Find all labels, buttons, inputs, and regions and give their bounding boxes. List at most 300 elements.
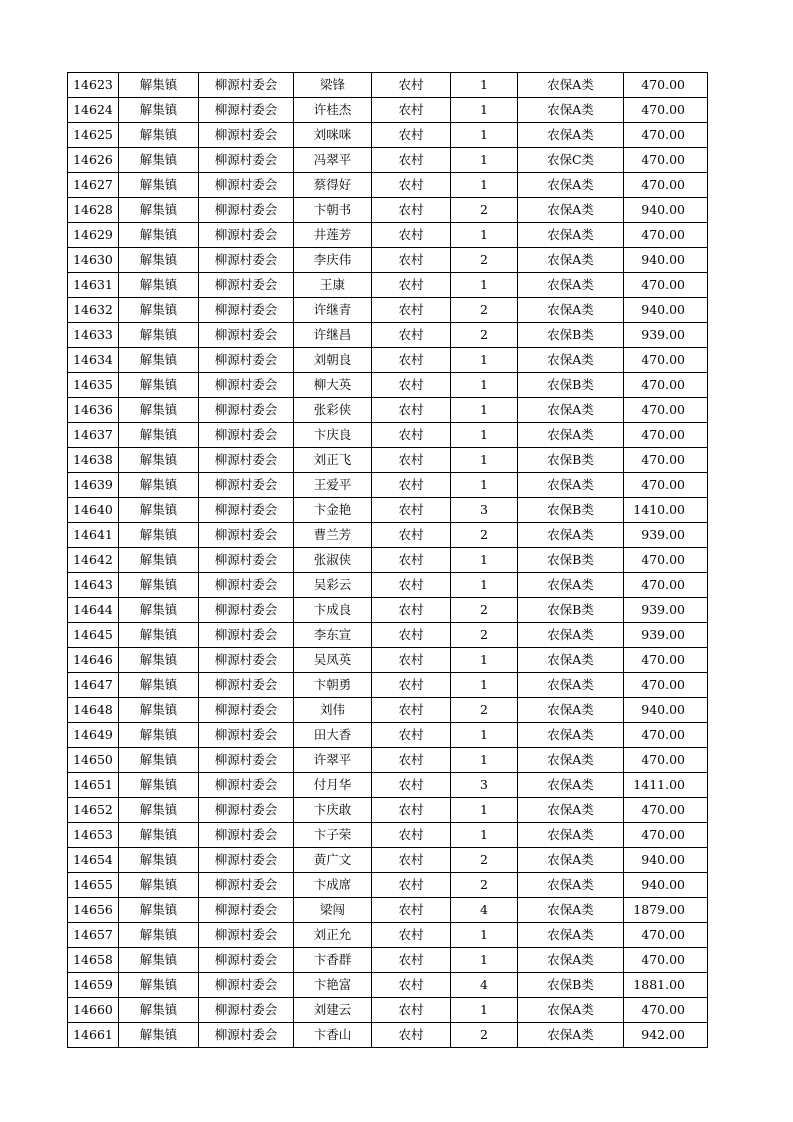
committee-cell: 柳源村委会 bbox=[199, 198, 294, 223]
name-cell: 吴凤英 bbox=[294, 648, 372, 673]
row-id-cell: 14657 bbox=[68, 923, 119, 948]
table-row bbox=[68, 498, 708, 523]
town-cell: 解集镇 bbox=[119, 298, 199, 323]
area-cell: 农村 bbox=[372, 548, 451, 573]
category-cell: 农保A类 bbox=[518, 998, 624, 1023]
household-count-cell: 1 bbox=[451, 673, 518, 698]
table-row bbox=[68, 823, 708, 848]
row-id-cell: 14660 bbox=[68, 998, 119, 1023]
amount-cell: 939.00 bbox=[624, 598, 708, 623]
row-id-cell: 14635 bbox=[68, 373, 119, 398]
amount-cell: 470.00 bbox=[624, 998, 708, 1023]
area-cell: 农村 bbox=[372, 898, 451, 923]
area-cell: 农村 bbox=[372, 348, 451, 373]
category-cell: 农保A类 bbox=[518, 848, 624, 873]
town-cell: 解集镇 bbox=[119, 648, 199, 673]
town-cell: 解集镇 bbox=[119, 348, 199, 373]
town-cell: 解集镇 bbox=[119, 398, 199, 423]
category-cell: 农保C类 bbox=[518, 148, 624, 173]
amount-cell: 939.00 bbox=[624, 323, 708, 348]
amount-cell: 470.00 bbox=[624, 548, 708, 573]
category-cell: 农保B类 bbox=[518, 598, 624, 623]
row-id-cell: 14651 bbox=[68, 773, 119, 798]
table-row bbox=[68, 198, 708, 223]
row-id-cell: 14639 bbox=[68, 473, 119, 498]
amount-cell: 470.00 bbox=[624, 648, 708, 673]
category-cell: 农保A类 bbox=[518, 73, 624, 98]
committee-cell: 柳源村委会 bbox=[199, 398, 294, 423]
committee-cell: 柳源村委会 bbox=[199, 648, 294, 673]
table-row bbox=[68, 1023, 708, 1048]
table-row bbox=[68, 223, 708, 248]
committee-cell: 柳源村委会 bbox=[199, 298, 294, 323]
category-cell: 农保A类 bbox=[518, 798, 624, 823]
committee-cell: 柳源村委会 bbox=[199, 373, 294, 398]
committee-cell: 柳源村委会 bbox=[199, 98, 294, 123]
town-cell: 解集镇 bbox=[119, 798, 199, 823]
table-row bbox=[68, 73, 708, 98]
name-cell: 梁闯 bbox=[294, 898, 372, 923]
row-id-cell: 14637 bbox=[68, 423, 119, 448]
category-cell: 农保B类 bbox=[518, 498, 624, 523]
amount-cell: 939.00 bbox=[624, 523, 708, 548]
table-row bbox=[68, 948, 708, 973]
row-id-cell: 14625 bbox=[68, 123, 119, 148]
table-row bbox=[68, 473, 708, 498]
row-id-cell: 14646 bbox=[68, 648, 119, 673]
household-count-cell: 1 bbox=[451, 923, 518, 948]
committee-cell: 柳源村委会 bbox=[199, 873, 294, 898]
household-count-cell: 1 bbox=[451, 473, 518, 498]
area-cell: 农村 bbox=[372, 73, 451, 98]
town-cell: 解集镇 bbox=[119, 598, 199, 623]
area-cell: 农村 bbox=[372, 1023, 451, 1048]
table-row bbox=[68, 273, 708, 298]
area-cell: 农村 bbox=[372, 373, 451, 398]
committee-cell: 柳源村委会 bbox=[199, 573, 294, 598]
town-cell: 解集镇 bbox=[119, 1023, 199, 1048]
town-cell: 解集镇 bbox=[119, 848, 199, 873]
amount-cell: 470.00 bbox=[624, 748, 708, 773]
row-id-cell: 14641 bbox=[68, 523, 119, 548]
name-cell: 卞成良 bbox=[294, 598, 372, 623]
row-id-cell: 14634 bbox=[68, 348, 119, 373]
household-count-cell: 1 bbox=[451, 273, 518, 298]
household-count-cell: 3 bbox=[451, 498, 518, 523]
row-id-cell: 14628 bbox=[68, 198, 119, 223]
name-cell: 张彩侠 bbox=[294, 398, 372, 423]
amount-cell: 1411.00 bbox=[624, 773, 708, 798]
committee-cell: 柳源村委会 bbox=[199, 523, 294, 548]
household-count-cell: 4 bbox=[451, 973, 518, 998]
category-cell: 农保A类 bbox=[518, 923, 624, 948]
name-cell: 王爱平 bbox=[294, 473, 372, 498]
row-id-cell: 14626 bbox=[68, 148, 119, 173]
household-count-cell: 1 bbox=[451, 648, 518, 673]
name-cell: 李东宣 bbox=[294, 623, 372, 648]
committee-cell: 柳源村委会 bbox=[199, 548, 294, 573]
committee-cell: 柳源村委会 bbox=[199, 473, 294, 498]
category-cell: 农保A类 bbox=[518, 123, 624, 148]
household-count-cell: 1 bbox=[451, 748, 518, 773]
category-cell: 农保B类 bbox=[518, 973, 624, 998]
name-cell: 许继青 bbox=[294, 298, 372, 323]
committee-cell: 柳源村委会 bbox=[199, 748, 294, 773]
name-cell: 梁锋 bbox=[294, 73, 372, 98]
amount-cell: 470.00 bbox=[624, 348, 708, 373]
household-count-cell: 2 bbox=[451, 873, 518, 898]
committee-cell: 柳源村委会 bbox=[199, 123, 294, 148]
town-cell: 解集镇 bbox=[119, 123, 199, 148]
name-cell: 张淑侠 bbox=[294, 548, 372, 573]
amount-cell: 940.00 bbox=[624, 198, 708, 223]
table-row bbox=[68, 723, 708, 748]
name-cell: 柳大英 bbox=[294, 373, 372, 398]
table-row bbox=[68, 648, 708, 673]
town-cell: 解集镇 bbox=[119, 823, 199, 848]
committee-cell: 柳源村委会 bbox=[199, 273, 294, 298]
category-cell: 农保A类 bbox=[518, 473, 624, 498]
town-cell: 解集镇 bbox=[119, 98, 199, 123]
roster-table bbox=[67, 72, 708, 1048]
table-row bbox=[68, 548, 708, 573]
category-cell: 农保B类 bbox=[518, 323, 624, 348]
name-cell: 许桂杰 bbox=[294, 98, 372, 123]
town-cell: 解集镇 bbox=[119, 573, 199, 598]
household-count-cell: 2 bbox=[451, 323, 518, 348]
household-count-cell: 1 bbox=[451, 723, 518, 748]
row-id-cell: 14636 bbox=[68, 398, 119, 423]
household-count-cell: 1 bbox=[451, 398, 518, 423]
table-row bbox=[68, 673, 708, 698]
category-cell: 农保A类 bbox=[518, 648, 624, 673]
amount-cell: 1881.00 bbox=[624, 973, 708, 998]
name-cell: 曹兰芳 bbox=[294, 523, 372, 548]
area-cell: 农村 bbox=[372, 423, 451, 448]
row-id-cell: 14644 bbox=[68, 598, 119, 623]
category-cell: 农保A类 bbox=[518, 773, 624, 798]
amount-cell: 470.00 bbox=[624, 123, 708, 148]
name-cell: 刘正允 bbox=[294, 923, 372, 948]
row-id-cell: 14629 bbox=[68, 223, 119, 248]
table-row bbox=[68, 323, 708, 348]
town-cell: 解集镇 bbox=[119, 548, 199, 573]
row-id-cell: 14633 bbox=[68, 323, 119, 348]
household-count-cell: 1 bbox=[451, 223, 518, 248]
name-cell: 许继昌 bbox=[294, 323, 372, 348]
amount-cell: 470.00 bbox=[624, 923, 708, 948]
row-id-cell: 14659 bbox=[68, 973, 119, 998]
table-row bbox=[68, 398, 708, 423]
row-id-cell: 14658 bbox=[68, 948, 119, 973]
table-row bbox=[68, 998, 708, 1023]
area-cell: 农村 bbox=[372, 623, 451, 648]
area-cell: 农村 bbox=[372, 573, 451, 598]
amount-cell: 470.00 bbox=[624, 173, 708, 198]
town-cell: 解集镇 bbox=[119, 473, 199, 498]
table-row bbox=[68, 373, 708, 398]
household-count-cell: 3 bbox=[451, 773, 518, 798]
committee-cell: 柳源村委会 bbox=[199, 698, 294, 723]
area-cell: 农村 bbox=[372, 698, 451, 723]
table-row bbox=[68, 898, 708, 923]
row-id-cell: 14653 bbox=[68, 823, 119, 848]
category-cell: 农保A类 bbox=[518, 573, 624, 598]
committee-cell: 柳源村委会 bbox=[199, 448, 294, 473]
household-count-cell: 1 bbox=[451, 148, 518, 173]
name-cell: 田大香 bbox=[294, 723, 372, 748]
committee-cell: 柳源村委会 bbox=[199, 248, 294, 273]
table-row bbox=[68, 698, 708, 723]
table-row bbox=[68, 573, 708, 598]
area-cell: 农村 bbox=[372, 123, 451, 148]
committee-cell: 柳源村委会 bbox=[199, 623, 294, 648]
household-count-cell: 2 bbox=[451, 248, 518, 273]
town-cell: 解集镇 bbox=[119, 748, 199, 773]
area-cell: 农村 bbox=[372, 773, 451, 798]
name-cell: 刘建云 bbox=[294, 998, 372, 1023]
committee-cell: 柳源村委会 bbox=[199, 498, 294, 523]
area-cell: 农村 bbox=[372, 173, 451, 198]
name-cell: 刘咪咪 bbox=[294, 123, 372, 148]
row-id-cell: 14645 bbox=[68, 623, 119, 648]
name-cell: 卞金艳 bbox=[294, 498, 372, 523]
committee-cell: 柳源村委会 bbox=[199, 348, 294, 373]
area-cell: 农村 bbox=[372, 923, 451, 948]
category-cell: 农保A类 bbox=[518, 248, 624, 273]
table-row bbox=[68, 923, 708, 948]
table-row bbox=[68, 148, 708, 173]
row-id-cell: 14624 bbox=[68, 98, 119, 123]
amount-cell: 1879.00 bbox=[624, 898, 708, 923]
name-cell: 刘朝良 bbox=[294, 348, 372, 373]
household-count-cell: 1 bbox=[451, 123, 518, 148]
area-cell: 农村 bbox=[372, 323, 451, 348]
committee-cell: 柳源村委会 bbox=[199, 1023, 294, 1048]
household-count-cell: 2 bbox=[451, 198, 518, 223]
household-count-cell: 1 bbox=[451, 823, 518, 848]
name-cell: 卞庆敢 bbox=[294, 798, 372, 823]
town-cell: 解集镇 bbox=[119, 923, 199, 948]
row-id-cell: 14638 bbox=[68, 448, 119, 473]
amount-cell: 470.00 bbox=[624, 723, 708, 748]
amount-cell: 470.00 bbox=[624, 448, 708, 473]
name-cell: 卞子荣 bbox=[294, 823, 372, 848]
town-cell: 解集镇 bbox=[119, 223, 199, 248]
category-cell: 农保A类 bbox=[518, 1023, 624, 1048]
amount-cell: 940.00 bbox=[624, 298, 708, 323]
table-row bbox=[68, 598, 708, 623]
category-cell: 农保A类 bbox=[518, 748, 624, 773]
town-cell: 解集镇 bbox=[119, 248, 199, 273]
amount-cell: 470.00 bbox=[624, 398, 708, 423]
household-count-cell: 4 bbox=[451, 898, 518, 923]
category-cell: 农保A类 bbox=[518, 873, 624, 898]
name-cell: 卞庆良 bbox=[294, 423, 372, 448]
table-row bbox=[68, 448, 708, 473]
area-cell: 农村 bbox=[372, 998, 451, 1023]
area-cell: 农村 bbox=[372, 248, 451, 273]
name-cell: 蔡得好 bbox=[294, 173, 372, 198]
category-cell: 农保A类 bbox=[518, 398, 624, 423]
table-row bbox=[68, 798, 708, 823]
category-cell: 农保B类 bbox=[518, 548, 624, 573]
amount-cell: 940.00 bbox=[624, 248, 708, 273]
amount-cell: 470.00 bbox=[624, 223, 708, 248]
row-id-cell: 14642 bbox=[68, 548, 119, 573]
row-id-cell: 14650 bbox=[68, 748, 119, 773]
town-cell: 解集镇 bbox=[119, 623, 199, 648]
household-count-cell: 1 bbox=[451, 348, 518, 373]
town-cell: 解集镇 bbox=[119, 173, 199, 198]
town-cell: 解集镇 bbox=[119, 698, 199, 723]
category-cell: 农保A类 bbox=[518, 898, 624, 923]
row-id-cell: 14630 bbox=[68, 248, 119, 273]
row-id-cell: 14623 bbox=[68, 73, 119, 98]
area-cell: 农村 bbox=[372, 798, 451, 823]
town-cell: 解集镇 bbox=[119, 948, 199, 973]
category-cell: 农保A类 bbox=[518, 523, 624, 548]
amount-cell: 470.00 bbox=[624, 573, 708, 598]
amount-cell: 470.00 bbox=[624, 73, 708, 98]
row-id-cell: 14627 bbox=[68, 173, 119, 198]
name-cell: 王康 bbox=[294, 273, 372, 298]
committee-cell: 柳源村委会 bbox=[199, 948, 294, 973]
name-cell: 黄广文 bbox=[294, 848, 372, 873]
name-cell: 卞朝书 bbox=[294, 198, 372, 223]
town-cell: 解集镇 bbox=[119, 73, 199, 98]
category-cell: 农保A类 bbox=[518, 298, 624, 323]
household-count-cell: 1 bbox=[451, 548, 518, 573]
area-cell: 农村 bbox=[372, 198, 451, 223]
amount-cell: 470.00 bbox=[624, 823, 708, 848]
household-count-cell: 2 bbox=[451, 848, 518, 873]
area-cell: 农村 bbox=[372, 298, 451, 323]
town-cell: 解集镇 bbox=[119, 198, 199, 223]
category-cell: 农保A类 bbox=[518, 198, 624, 223]
table-row bbox=[68, 348, 708, 373]
area-cell: 农村 bbox=[372, 873, 451, 898]
category-cell: 农保A类 bbox=[518, 98, 624, 123]
amount-cell: 940.00 bbox=[624, 873, 708, 898]
household-count-cell: 2 bbox=[451, 698, 518, 723]
household-count-cell: 1 bbox=[451, 98, 518, 123]
table-row bbox=[68, 523, 708, 548]
row-id-cell: 14648 bbox=[68, 698, 119, 723]
area-cell: 农村 bbox=[372, 498, 451, 523]
town-cell: 解集镇 bbox=[119, 448, 199, 473]
committee-cell: 柳源村委会 bbox=[199, 223, 294, 248]
table-row bbox=[68, 423, 708, 448]
area-cell: 农村 bbox=[372, 723, 451, 748]
committee-cell: 柳源村委会 bbox=[199, 898, 294, 923]
name-cell: 刘伟 bbox=[294, 698, 372, 723]
category-cell: 农保A类 bbox=[518, 348, 624, 373]
household-count-cell: 1 bbox=[451, 448, 518, 473]
roster-body bbox=[68, 73, 708, 1048]
household-count-cell: 2 bbox=[451, 623, 518, 648]
committee-cell: 柳源村委会 bbox=[199, 423, 294, 448]
household-count-cell: 1 bbox=[451, 573, 518, 598]
town-cell: 解集镇 bbox=[119, 273, 199, 298]
name-cell: 卞朝勇 bbox=[294, 673, 372, 698]
committee-cell: 柳源村委会 bbox=[199, 773, 294, 798]
area-cell: 农村 bbox=[372, 948, 451, 973]
area-cell: 农村 bbox=[372, 448, 451, 473]
amount-cell: 470.00 bbox=[624, 98, 708, 123]
town-cell: 解集镇 bbox=[119, 973, 199, 998]
amount-cell: 470.00 bbox=[624, 673, 708, 698]
area-cell: 农村 bbox=[372, 523, 451, 548]
amount-cell: 1410.00 bbox=[624, 498, 708, 523]
category-cell: 农保B类 bbox=[518, 448, 624, 473]
category-cell: 农保A类 bbox=[518, 623, 624, 648]
name-cell: 卞成席 bbox=[294, 873, 372, 898]
committee-cell: 柳源村委会 bbox=[199, 173, 294, 198]
town-cell: 解集镇 bbox=[119, 323, 199, 348]
amount-cell: 470.00 bbox=[624, 473, 708, 498]
table-row bbox=[68, 773, 708, 798]
household-count-cell: 1 bbox=[451, 798, 518, 823]
amount-cell: 470.00 bbox=[624, 423, 708, 448]
category-cell: 农保A类 bbox=[518, 273, 624, 298]
area-cell: 农村 bbox=[372, 823, 451, 848]
area-cell: 农村 bbox=[372, 673, 451, 698]
category-cell: 农保A类 bbox=[518, 173, 624, 198]
row-id-cell: 14647 bbox=[68, 673, 119, 698]
amount-cell: 940.00 bbox=[624, 848, 708, 873]
area-cell: 农村 bbox=[372, 398, 451, 423]
name-cell: 卞艳富 bbox=[294, 973, 372, 998]
name-cell: 李庆伟 bbox=[294, 248, 372, 273]
committee-cell: 柳源村委会 bbox=[199, 848, 294, 873]
table-row bbox=[68, 873, 708, 898]
committee-cell: 柳源村委会 bbox=[199, 973, 294, 998]
area-cell: 农村 bbox=[372, 273, 451, 298]
household-count-cell: 1 bbox=[451, 948, 518, 973]
household-count-cell: 2 bbox=[451, 1023, 518, 1048]
amount-cell: 470.00 bbox=[624, 948, 708, 973]
row-id-cell: 14631 bbox=[68, 273, 119, 298]
table-row bbox=[68, 298, 708, 323]
name-cell: 井莲芳 bbox=[294, 223, 372, 248]
committee-cell: 柳源村委会 bbox=[199, 673, 294, 698]
town-cell: 解集镇 bbox=[119, 773, 199, 798]
area-cell: 农村 bbox=[372, 223, 451, 248]
row-id-cell: 14649 bbox=[68, 723, 119, 748]
committee-cell: 柳源村委会 bbox=[199, 73, 294, 98]
name-cell: 卞香群 bbox=[294, 948, 372, 973]
category-cell: 农保B类 bbox=[518, 373, 624, 398]
name-cell: 冯翠平 bbox=[294, 148, 372, 173]
household-count-cell: 1 bbox=[451, 423, 518, 448]
committee-cell: 柳源村委会 bbox=[199, 148, 294, 173]
town-cell: 解集镇 bbox=[119, 673, 199, 698]
table-row bbox=[68, 848, 708, 873]
committee-cell: 柳源村委会 bbox=[199, 798, 294, 823]
row-id-cell: 14656 bbox=[68, 898, 119, 923]
name-cell: 刘正飞 bbox=[294, 448, 372, 473]
household-count-cell: 1 bbox=[451, 998, 518, 1023]
amount-cell: 470.00 bbox=[624, 798, 708, 823]
row-id-cell: 14652 bbox=[68, 798, 119, 823]
name-cell: 付月华 bbox=[294, 773, 372, 798]
category-cell: 农保A类 bbox=[518, 948, 624, 973]
town-cell: 解集镇 bbox=[119, 723, 199, 748]
row-id-cell: 14632 bbox=[68, 298, 119, 323]
committee-cell: 柳源村委会 bbox=[199, 598, 294, 623]
table-row bbox=[68, 123, 708, 148]
